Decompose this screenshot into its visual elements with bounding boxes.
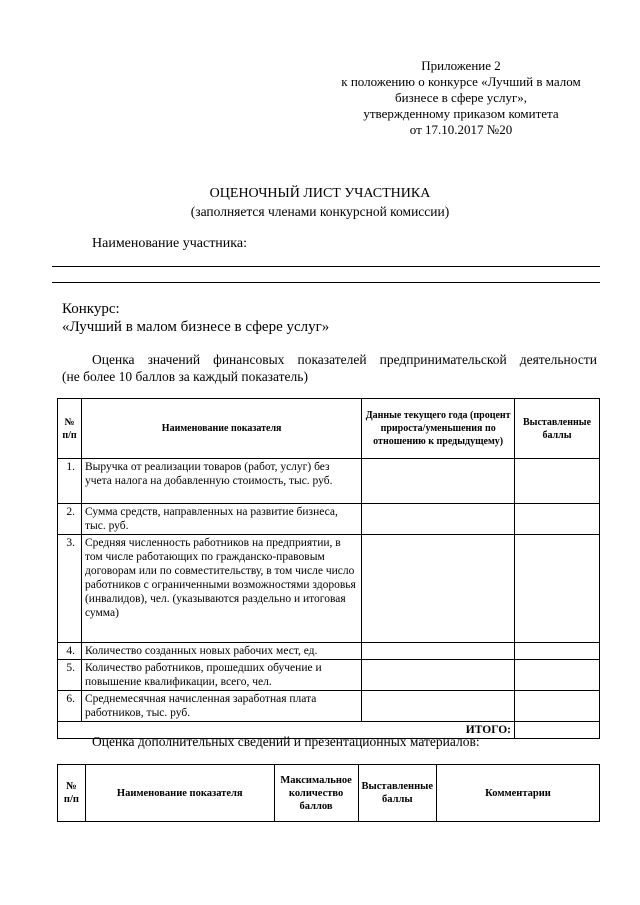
row-score-cell[interactable] [515, 643, 600, 660]
appendix-note [300, 58, 622, 138]
row-data-cell[interactable] [362, 660, 515, 691]
table-row [58, 504, 600, 535]
participant-line-2 [52, 282, 600, 283]
col-header-name: Наименование показателя [81, 399, 361, 459]
row-data-cell[interactable] [362, 643, 515, 660]
row-indicator-name: Средняя численность работников на предприятии, в том числе работающих по гражданско-правовым договорам или по совместительству, в том числе число работников с ограниченными возможностями здоровья (инвалидов), чел. (указываются раздельно и итоговая сумма) [81, 535, 361, 643]
table-header-row [58, 765, 600, 822]
table-row [58, 643, 600, 660]
indicators-table [57, 398, 600, 739]
row-number: 5. [58, 660, 82, 691]
row-number: 6. [58, 691, 82, 722]
appendix-line: от 17.10.2017 №20 [409, 122, 513, 137]
document-subtitle: (заполняется членами конкурсной комиссии) [190, 204, 450, 219]
row-number: 4. [58, 643, 82, 660]
participant-label: Наименование участника: [92, 236, 247, 251]
row-data-cell[interactable] [362, 504, 515, 535]
col-header-num: № п/п [58, 765, 86, 822]
row-score-cell[interactable] [515, 535, 600, 643]
participant-line-1 [52, 266, 600, 267]
col-header-data: Данные текущего года (процент прироста/уменьшения по отношению к предыдущему) [362, 399, 515, 459]
row-score-cell[interactable] [515, 660, 600, 691]
col-header-name: Наименование показателя [85, 765, 274, 822]
table-header-row [58, 399, 600, 459]
appendix-line: к положению о конкурсе «Лучший в малом [341, 74, 581, 89]
section1-intro: Оценка значений финансовых показателей предпринимательской деятельности [92, 352, 597, 367]
col-header-num: № п/п [58, 399, 82, 459]
col-header-score: Выставленные баллы [358, 765, 436, 822]
row-number: 2. [58, 504, 82, 535]
col-header-score: Выставленные баллы [515, 399, 600, 459]
col-header-max: Максимальное количество баллов [274, 765, 358, 822]
row-score-cell[interactable] [515, 504, 600, 535]
row-score-cell[interactable] [515, 691, 600, 722]
contest-name: «Лучший в малом бизнесе в сфере услуг» [62, 319, 330, 335]
contest-label: Конкурс: [62, 301, 120, 317]
table-row [58, 660, 600, 691]
total-score-cell[interactable] [515, 722, 600, 739]
col-header-comments: Комментарии [437, 765, 600, 822]
row-indicator-name: Количество работников, прошедших обучение и повышение квалификации, всего, чел. [81, 660, 361, 691]
document-title: ОЦЕНОЧНЫЙ ЛИСТ УЧАСТНИКА [209, 186, 431, 201]
table-row [58, 691, 600, 722]
table-row [58, 535, 600, 643]
row-score-cell[interactable] [515, 459, 600, 504]
row-indicator-name: Выручка от реализации товаров (работ, услуг) без учета налога на добавленную стоимость, тыс. руб. [81, 459, 361, 504]
table-row [58, 459, 600, 504]
row-data-cell[interactable] [362, 535, 515, 643]
row-number: 3. [58, 535, 82, 643]
row-indicator-name: Количество созданных новых рабочих мест, ед. [81, 643, 361, 660]
section1-intro-note: (не более 10 баллов за каждый показатель) [62, 369, 308, 384]
appendix-line: утвержденному приказом комитета [363, 106, 559, 121]
row-indicator-name: Сумма средств, направленных на развитие бизнеса, тыс. руб. [81, 504, 361, 535]
row-data-cell[interactable] [362, 691, 515, 722]
row-data-cell[interactable] [362, 459, 515, 504]
section2-intro: Оценка дополнительных сведений и презентационных материалов: [92, 734, 480, 749]
additional-info-table [57, 764, 600, 822]
row-number: 1. [58, 459, 82, 504]
row-indicator-name: Среднемесячная начисленная заработная плата работников, тыс. руб. [81, 691, 361, 722]
total-label: ИТОГО: [58, 722, 515, 739]
appendix-line: бизнесе в сфере услуг», [394, 90, 528, 105]
appendix-line: Приложение 2 [421, 58, 501, 73]
